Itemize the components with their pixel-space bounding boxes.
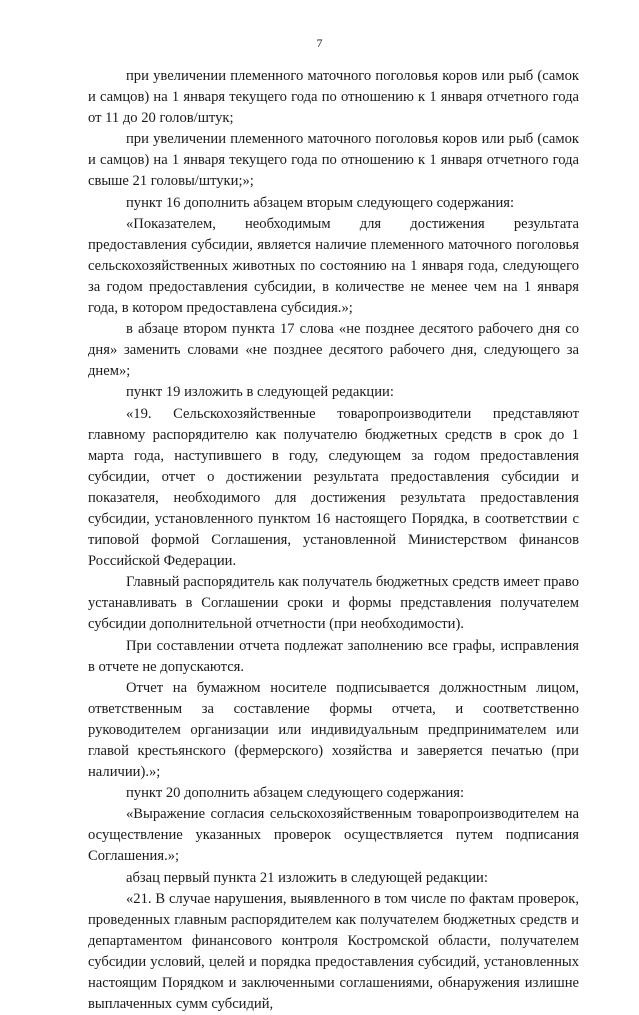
paragraph: пункт 19 изложить в следующей редакции:: [126, 384, 394, 401]
paragraph: при увеличении племенного маточного поголовья коров или рыб (самок и самцов) на 1 января текущего года по отношению к 1 января отчетного года свыше 21 головы/штуки;»;: [88, 131, 579, 190]
paragraph: пункт 20 дополнить абзацем следующего содержания:: [126, 785, 465, 802]
paragraph: Главный распорядитель как получатель бюджетных средств имеет право устанавливать в Соглашении сроки и формы представления получателем субсидии дополнительной отчетности (при необходимости).: [88, 574, 579, 633]
paragraph: «19. Сельскохозяйственные товаропроизводители представляют главному распорядителю как получателю бюджетных средств в срок до 1 марта года, наступившего в году, следующем за годом предоставления субсидии, отчет о достижении результата предоставления субсидии и показателя, необходимого для достижения результата предоставления субсидии, установленного пунктом 16 настоящего Порядка, в соответствии с типовой формой Соглашения, установленной Министерством финансов Российской Федерации.: [88, 405, 579, 570]
paragraph: При составлении отчета подлежат заполнению все графы, исправления в отчете не допускаются.: [88, 637, 579, 675]
paragraph: абзац первый пункта 21 изложить в следующей редакции:: [126, 869, 488, 886]
paragraph: Отчет на бумажном носителе подписывается должностным лицом, ответственным за составление формы отчета, и соответственно руководителем организации или индивидуальным предпринимателем или главой крестьянского (фермерского) хозяйства и заверяется печатью (при наличии).»;: [88, 679, 579, 781]
page-number: 7: [316, 36, 323, 50]
paragraph: при увеличении племенного маточного поголовья коров или рыб (самок и самцов) на 1 января текущего года по отношению к 1 января отчетного года от 11 до 20 голов/штук;: [88, 68, 579, 127]
paragraph: «21. В случае нарушения, выявленного в том числе по фактам проверок, проведенных главным распорядителем как получателем бюджетных средств и департаментом финансового контроля Костромской области, получателем субсидии условий, целей и порядка предоставления субсидий, установленных настоящим Порядком и заключенными соглашениями, обнаружения излишне выплаченных сумм субсидий,: [88, 890, 579, 1013]
paragraph: в абзаце втором пункта 17 слова «не позднее десятого рабочего дня со дня» заменить словами «не позднее десятого рабочего дня, следующего за днем»;: [88, 321, 579, 380]
paragraph: «Выражение согласия сельскохозяйственным товаропроизводителем на осуществление указанных проверок осуществляется путем подписания Соглашения.»;: [88, 806, 579, 865]
document-body: [88, 66, 579, 1015]
paragraph: пункт 16 дополнить абзацем вторым следующего содержания:: [126, 194, 515, 211]
paragraph: «Показателем, необходимым для достижения результата предоставления субсидии, является наличие племенного маточного поголовья сельскохозяйственных животных по состоянию на 1 января года, следующего за годом предоставления субсидии, в количестве не менее чем на 1 января года, в котором предоставлена субсидия.»;: [88, 215, 579, 317]
